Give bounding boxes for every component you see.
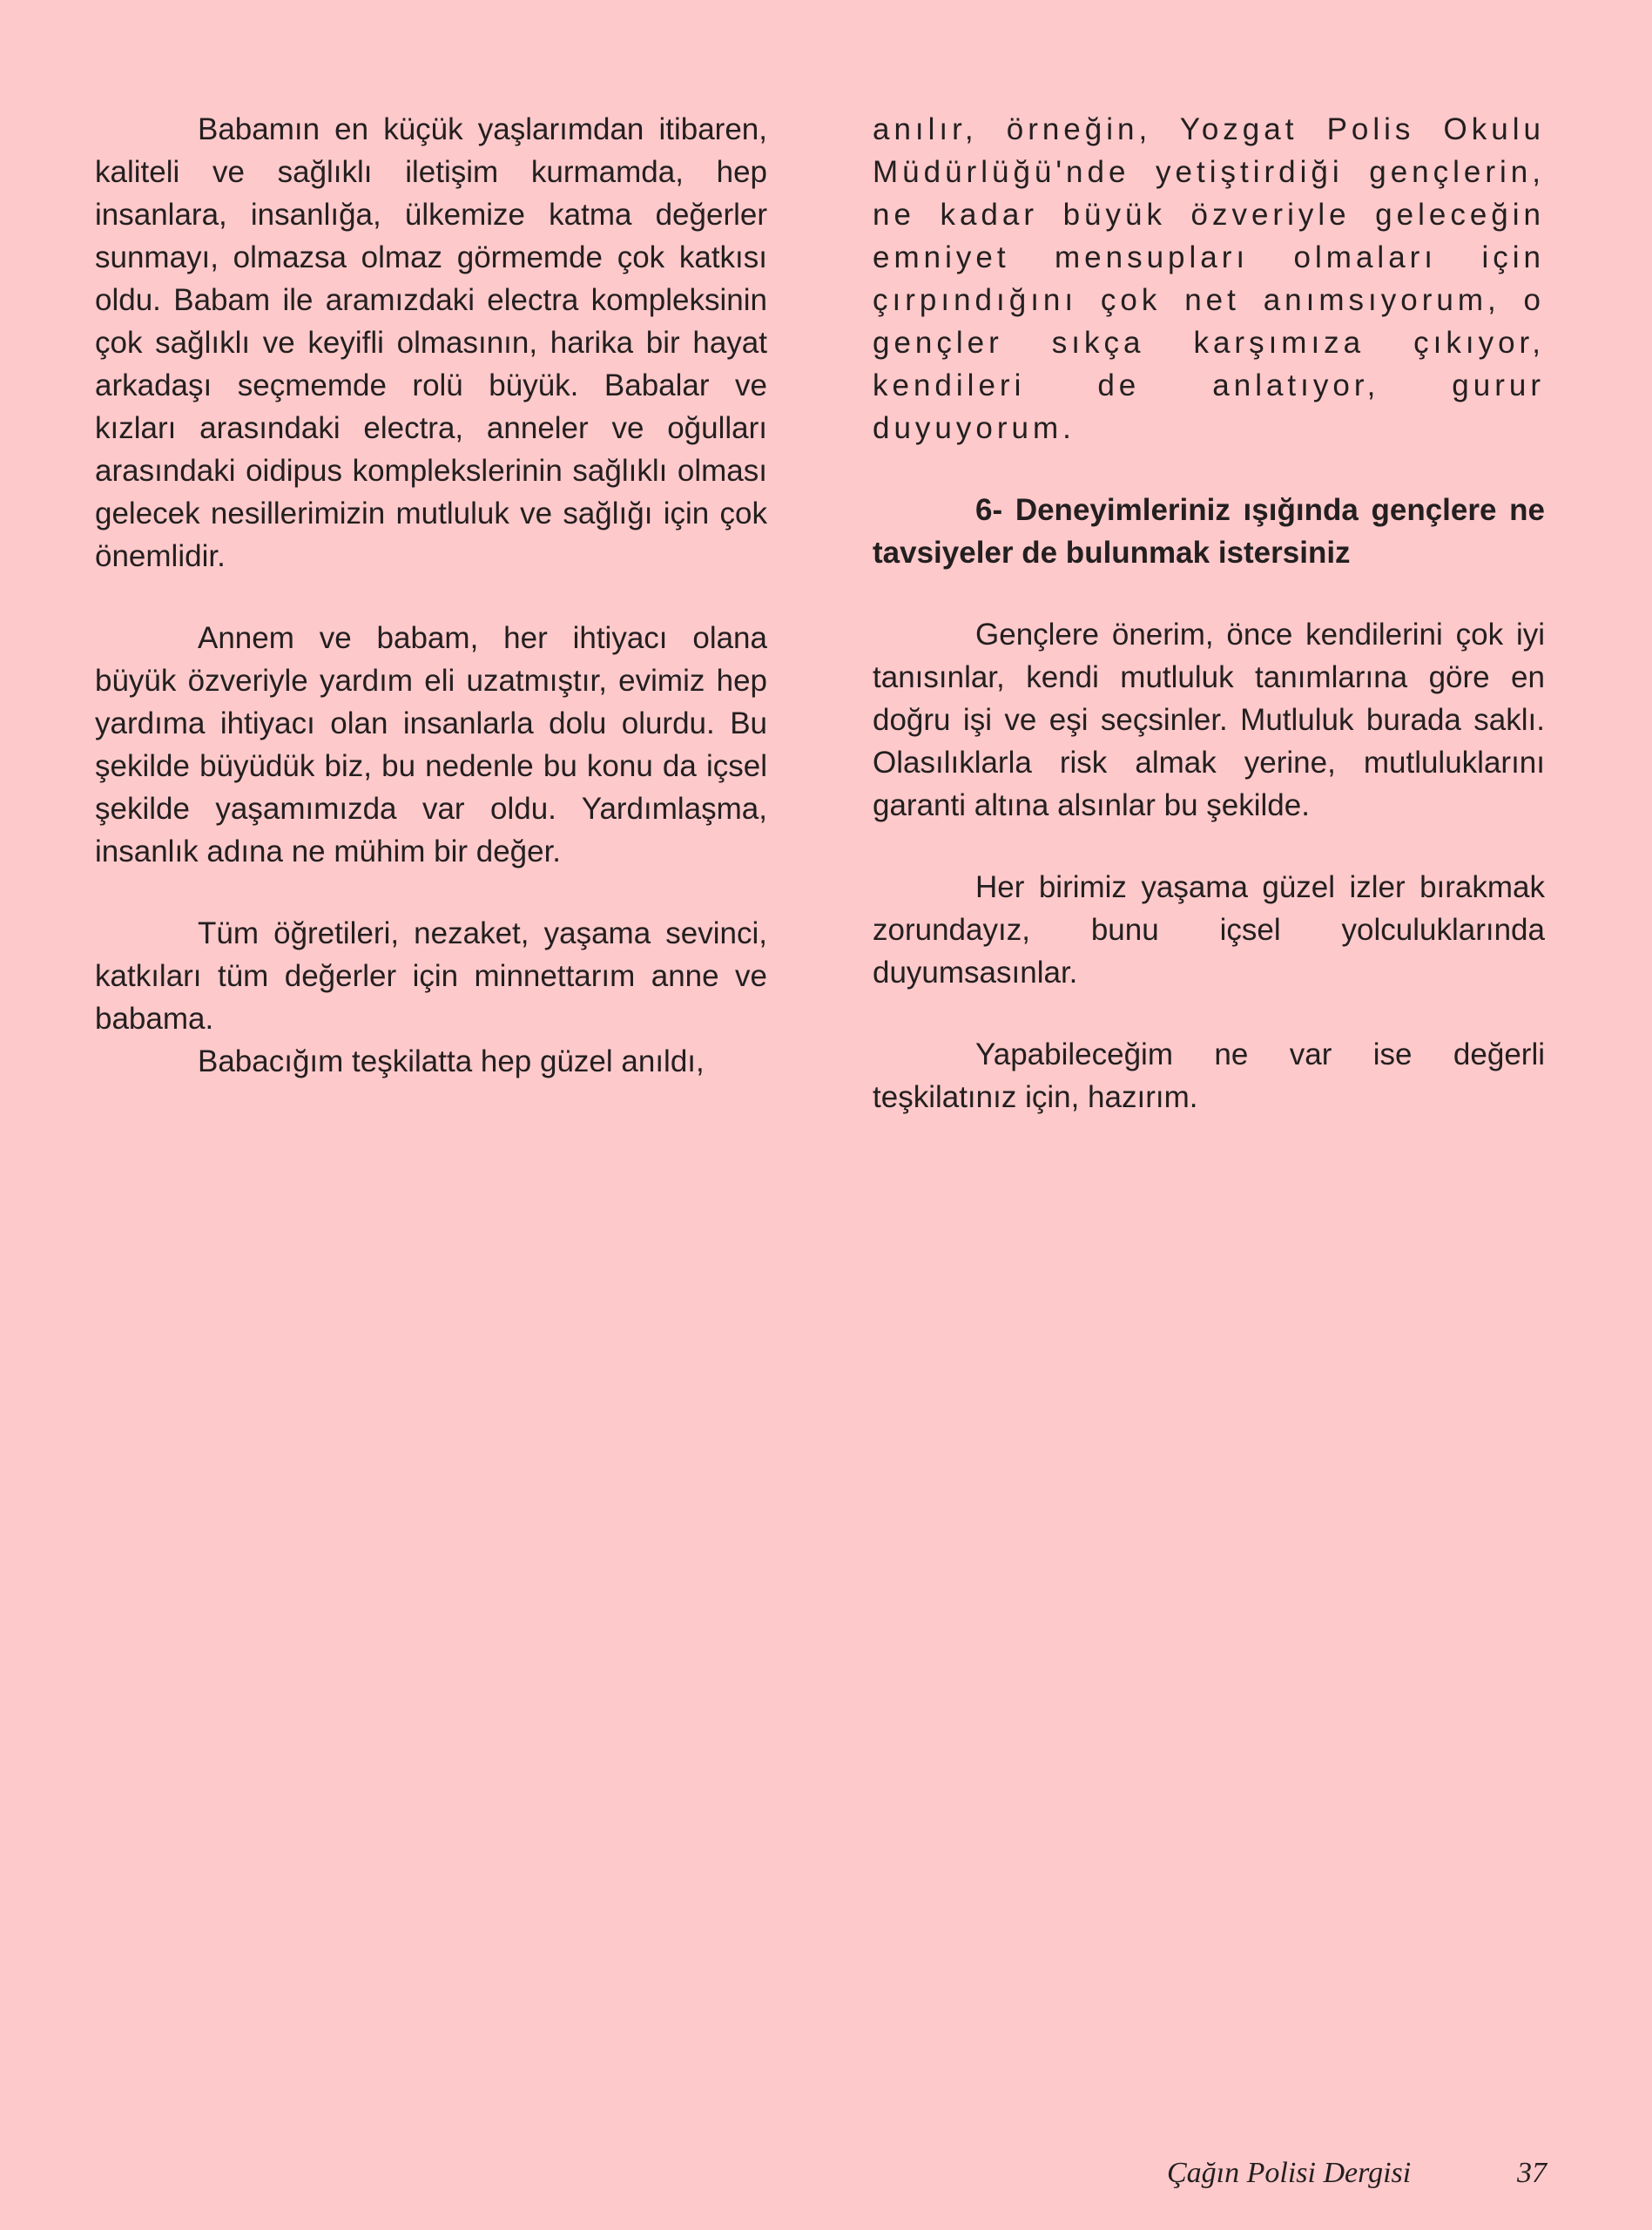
footer-publication-title: Çağın Polisi Dergisi bbox=[1167, 2157, 1412, 2189]
paragraph-childhood-communication: Babamın en küçük yaşlarımdan itibaren, kaliteli ve sağlıklı iletişim kurmamda, hep insanlara, insanlığa, ülkemize katma değerler sunmayı, olmazsa olmaz görmemde çok katkısı oldu. Babam ile aramızdaki electra kompleksinin çok sağlıklı ve keyifli olmasının, harika bir hayat arkadaşı seçmemde rolü büyük. Babalar ve kızları arasındaki electra, anneler ve oğulları arasındaki oidipus komplekslerinin sağlıklı olması gelecek nesillerimizin mutluluk ve sağlığı için çok önemlidir. bbox=[95, 112, 767, 573]
page-number: 37 bbox=[1517, 2157, 1547, 2189]
paragraph-gratitude: Tüm öğretileri, nezaket, yaşama sevinci, katkıları tüm değerler için minnettarım anne ve babama. bbox=[95, 916, 767, 1036]
right-column bbox=[873, 108, 1545, 1118]
paragraph-advice-youth: Gençlere önerim, önce kendilerini çok iyi tanısınlar, kendi mutluluk tanımlarına göre en doğru işi ve eşi seçsinler. Mutluluk burada saklı. Olasılıklarla risk almak yerine, mutluluklarını garanti altına alsınlar bu şekilde. bbox=[873, 618, 1545, 822]
paragraph-ready-to-help: Yapabileceğim ne var ise değerli teşkilatınız için, hazırım. bbox=[873, 1037, 1545, 1114]
paragraph-helping-others: Annem ve babam, her ihtiyacı olana büyük özveriyle yardım eli uzatmıştır, evimiz hep yardıma ihtiyacı olan insanlarla dolu olurdu. Bu şekilde büyüdük biz, bu nedenle bu konu da içsel şekilde yaşamımızda var oldu. Yardımlaşma, insanlık adına ne mühim bir değer. bbox=[95, 621, 767, 868]
paragraph-father-remembered: Babacığım teşkilatta hep güzel anıldı, bbox=[198, 1044, 705, 1078]
paragraph-yozgat-police-school: anılır, örneğin, Yozgat Polis Okulu Müdürlüğü'nde yetiştirdiği gençlerin, ne kadar büyük özveriyle geleceğin emniyet mensupları olmaları için çırpındığını çok net anımsıyorum, o gençler sıkça karşımıza çıkıyor, kendileri de anlatıyor, gurur duyuyorum. bbox=[873, 112, 1545, 445]
question-heading: 6- Deneyimleriniz ışığında gençlere ne tavsiyeler de bulunmak istersiniz bbox=[873, 493, 1545, 570]
paragraph-leave-traces: Her birimiz yaşama güzel izler bırakmak zorundayız, bunu içsel yolculuklarında duyumsasınlar. bbox=[873, 870, 1545, 990]
left-column bbox=[95, 108, 767, 1083]
